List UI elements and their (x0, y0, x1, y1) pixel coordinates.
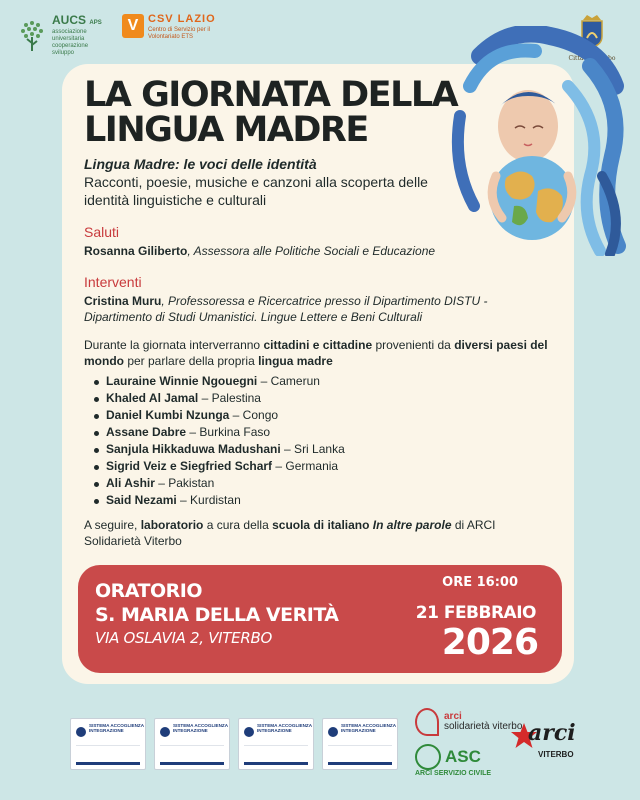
sai-footer-bar (160, 762, 224, 765)
sai-dot-icon (244, 727, 254, 737)
sai-logo (238, 718, 314, 770)
speaker-country: – Kurdistan (176, 493, 241, 507)
greetings-heading: Saluti (84, 224, 120, 240)
sai-title: SISTEMA ACCOGLIENZA INTEGRAZIONE (89, 723, 144, 733)
arci-solidarieta-subtitle: solidarietà viterbo (444, 721, 523, 732)
event-details (84, 155, 554, 549)
greetings-speaker-name: Rosanna Giliberto (84, 244, 188, 258)
arci-city: VITERBO (538, 750, 574, 759)
participants-description (84, 337, 554, 369)
speaker-country: – Germania (272, 459, 339, 473)
aucs-logo (18, 14, 108, 57)
speaker-name: Assane Dabre (106, 425, 187, 439)
list-item (106, 407, 554, 424)
sai-divider (76, 745, 140, 756)
sai-divider (160, 745, 224, 756)
event-intro: Racconti, poesie, musiche e canzoni alla scoperta delle identità linguistiche e culturali (84, 174, 428, 208)
header-logos (18, 14, 216, 58)
aucs-name: AUCS (52, 13, 87, 27)
sai-logo (70, 718, 146, 770)
asc-subtitle: ARCI SERVIZIO CIVILE (415, 770, 492, 777)
speaker-country: – Camerun (257, 374, 320, 388)
speaker-country: – Burkina Faso (186, 425, 271, 439)
description-text: Durante la giornata interverranno (84, 338, 264, 352)
list-item (106, 475, 554, 492)
sai-divider (244, 745, 308, 756)
workshop-text: a cura della (203, 518, 273, 532)
description-text: per parlare della propria (124, 354, 259, 368)
workshop-note (84, 517, 554, 549)
workshop-school-name: In altre parole (372, 518, 452, 532)
venue-line-2: S. MARIA DELLA VERITÀ (95, 604, 339, 626)
sai-footer-bar (244, 762, 308, 765)
asc-mark-icon (415, 744, 441, 770)
interventions-heading: Interventi (84, 274, 142, 290)
event-time: ORE 16:00 (442, 575, 518, 590)
venue-name (95, 579, 339, 627)
sai-logo (154, 718, 230, 770)
asc-logo (415, 744, 491, 777)
speaker-name: Sigrid Veiz e Siegfried Scharf (106, 459, 273, 473)
speaker-name: Ali Ashir (106, 476, 155, 490)
speaker-country: – Pakistan (154, 476, 215, 490)
speaker-name: Sanjula Hikkaduwa Madushani (106, 442, 281, 456)
tree-icon (18, 19, 48, 53)
description-bold: diversi paesi del mondo (84, 338, 548, 368)
description-text: provenienti da (372, 338, 455, 352)
sai-divider (328, 745, 392, 756)
event-date: 21 FEBBRAIO (415, 603, 536, 623)
aucs-subtitle: associazione universitaria cooperazione sviluppo (52, 29, 89, 56)
workshop-text: A seguire, (84, 518, 141, 532)
city-name: Città di Viterbo (568, 55, 616, 62)
greetings-speaker-role: , Assessora alle Politiche Sociali e Educazione (187, 244, 436, 258)
sai-title: SISTEMA ACCOGLIENZA INTEGRAZIONE (341, 723, 396, 733)
list-item (106, 424, 554, 441)
sai-footer-bar (328, 762, 392, 765)
speaker-country: – Congo (229, 408, 279, 422)
workshop-bold: laboratorio (140, 518, 204, 532)
list-item (106, 458, 554, 475)
speaker-name: Said Nezami (106, 493, 177, 507)
arci-solidarieta-logo (415, 708, 522, 736)
list-item (106, 492, 554, 509)
workshop-bold: scuola di italiano (272, 518, 370, 532)
speaker-name: Lauraine Winnie Ngouegni (106, 374, 258, 388)
arci-name: arci (528, 720, 576, 746)
aucs-tag: APS (89, 20, 102, 26)
venue-line-1: ORATORIO (95, 580, 202, 602)
interventions-text (84, 293, 554, 325)
list-item (106, 441, 554, 458)
sai-title: SISTEMA ACCOGLIENZA INTEGRAZIONE (173, 723, 228, 733)
event-year: 2026 (441, 622, 538, 663)
csv-lazio-logo (122, 14, 216, 41)
speakers-list (84, 373, 554, 509)
csv-mark-icon: V (122, 14, 144, 38)
csv-subtitle: Centro di Servizio per il Volontariato ETS (148, 27, 211, 40)
venue-banner (78, 565, 562, 673)
sai-dot-icon (328, 727, 338, 737)
list-item (106, 390, 554, 407)
page-title: LA GIORNATA DELLA LINGUA MADRE (84, 75, 458, 150)
sai-dot-icon (160, 727, 170, 737)
arci-viterbo-logo (510, 718, 580, 768)
sai-dot-icon (76, 727, 86, 737)
workshop-text: di ARCI Solidarietà Viterbo (84, 518, 496, 548)
list-item (106, 373, 554, 390)
event-subtitle: Lingua Madre: le voci delle identità (84, 156, 317, 172)
description-bold: cittadini e cittadine (263, 338, 373, 352)
interventions-speaker-role: , Professoressa e Ricercatrice presso il Dipartimento DISTU - Dipartimento di Studi Umanistici. Lingue Lettere e Beni Culturali (84, 294, 488, 324)
speaker-country: – Sri Lanka (280, 442, 345, 456)
sai-title: SISTEMA ACCOGLIENZA INTEGRAZIONE (257, 723, 312, 733)
speaker-name: Khaled Al Jamal (106, 391, 199, 405)
interventions-speaker-name: Cristina Muru (84, 294, 162, 308)
csv-name: CSV LAZIO (148, 13, 216, 25)
sai-footer-bar (76, 762, 140, 765)
arci-solidarieta-mark-icon (415, 708, 439, 736)
description-bold: lingua madre (258, 354, 333, 368)
asc-name: ASC (445, 747, 481, 766)
greetings-text (84, 243, 554, 259)
sai-logo (322, 718, 398, 770)
speaker-name: Daniel Kumbi Nzunga (106, 408, 230, 422)
arci-brand: arci (444, 711, 462, 722)
speaker-country: – Palestina (198, 391, 261, 405)
partner-logos (70, 708, 620, 798)
venue-address: VIA OSLAVIA 2, VITERBO (95, 629, 272, 647)
